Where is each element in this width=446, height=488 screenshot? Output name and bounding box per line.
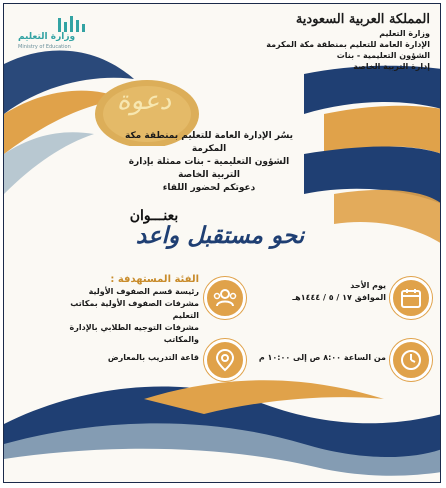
calendar-icon <box>390 277 432 319</box>
date-line: الموافق ١٧ / ٥ / ١٤٤٤هـ <box>292 293 386 302</box>
kingdom-name: المملكة العربية السعودية <box>295 12 430 27</box>
ministry-name-english: Ministry of Education <box>18 44 71 50</box>
body-line: التربية الخاصة <box>178 170 240 180</box>
ministry-name-arabic: وزارة التعليم <box>18 32 76 42</box>
invitation-body <box>94 130 324 195</box>
header-line: إدارة التربية الخاصة <box>353 62 430 71</box>
time-text: من الساعة ٨:٠٠ ص إلى ١٠:٠٠ م <box>258 353 386 362</box>
target-title: الفئة المستهدفة : <box>110 274 199 285</box>
top-right-gold-band-2 <box>334 190 441 244</box>
body-line: المكرمة <box>191 144 227 154</box>
clock-icon <box>390 339 432 381</box>
date-day: يوم الأحد <box>350 281 386 290</box>
invitation-word: دعوة <box>116 86 172 116</box>
target-line: مشرفات الصفوف الأولية بمكاتب التعليم <box>70 299 199 320</box>
body-line: الشؤون التعليمية - بنات ممثلة بإدارة <box>128 157 290 167</box>
time-block <box>234 352 386 364</box>
event-slogan: نحو مستقبل واعد <box>135 222 305 249</box>
target-line: مشرفات التوجيه الطلابي بالإدارة والمكاتب <box>69 323 199 344</box>
header-line: الإدارة العامة للتعليم بمنطقة مكة المكرمة <box>266 40 430 49</box>
body-line: دعوتكم لحضور اللقاء <box>162 183 256 193</box>
target-line: رئيسة قسم الصفوف الأولية <box>88 287 199 296</box>
header-line: وزارة التعليم <box>379 29 430 38</box>
body-line: يسُر الإدارة العامة للتعليم بمنطقة مكة <box>124 131 293 141</box>
header-block <box>210 12 430 72</box>
header-line: الشؤون التعليمية - بنات <box>336 51 430 60</box>
place-text: قاعة التدريب بالمعارض <box>107 353 199 362</box>
date-block <box>264 280 386 304</box>
title-label: بعنـــوان <box>129 208 179 224</box>
target-audience-block <box>64 274 199 346</box>
place-block <box>64 352 199 364</box>
group-icon <box>204 277 246 319</box>
invitation-frame <box>3 3 441 483</box>
